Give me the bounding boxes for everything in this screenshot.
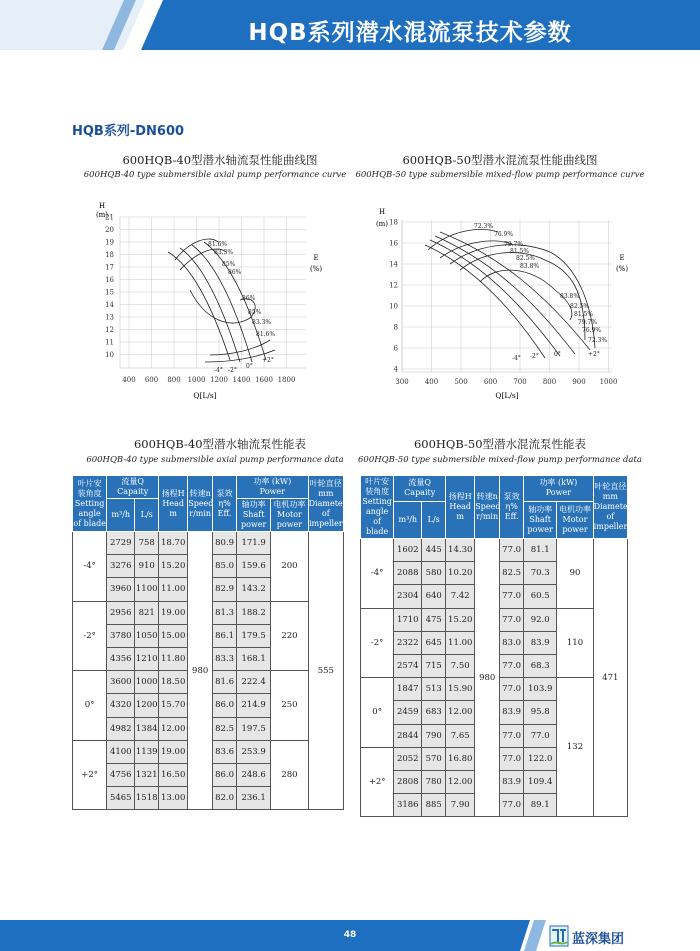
capacity-m3h-cell: 3960 [107,578,135,601]
shaft-power-cell: 77.0 [524,724,557,747]
setting-angle-cell: 0° [361,678,394,748]
chart1-ytick: 17 [105,263,114,272]
capacity-m3h-cell: 3600 [107,671,135,694]
capacity-ls-cell: 645 [422,631,446,654]
chart1-ylabel-unit: (m) [95,211,109,219]
chart1-ytick: 11 [105,338,114,347]
capacity-m3h-cell: 4982 [107,717,135,740]
chart1-elabel-unit: (%) [309,265,323,273]
header-setting-angle: 叶片安 装角度 Setting angle of blade [73,476,107,532]
header-setting-angle: 叶片安 装角度 Setting angle of blade [361,476,394,539]
chart2-angle-label: -4° [512,355,521,362]
capacity-ls-cell: 1139 [135,740,159,763]
efficiency-cell: 80.9 [213,532,237,555]
shaft-power-cell: 68.3 [524,654,557,677]
shaft-power-cell: 179.5 [237,624,271,647]
head-cell: 11.80 [159,647,188,670]
capacity-ls-cell: 513 [422,678,446,701]
efficiency-cell: 82.9 [213,578,237,601]
table1-title-cn: 600HQB-40型潜水轴流泵性能表 [133,437,307,451]
header-power: 功率 (kW) Power [524,476,594,502]
chart1-eff-label: 83.3% [252,319,272,326]
capacity-m3h-cell: 1847 [394,678,422,701]
efficiency-cell: 83.0 [500,631,524,654]
capacity-ls-cell: 758 [135,532,159,555]
chart1-ytick: 13 [105,313,114,322]
efficiency-cell: 77.0 [500,608,524,631]
capacity-m3h-cell: 2322 [394,631,422,654]
chart1-ytick: 18 [105,251,114,259]
chart2-ylabel-unit: (m) [375,220,389,228]
chart2-xtick: 400 [424,378,439,386]
head-cell: 7.65 [446,724,475,747]
chart1-ytick: 14 [105,301,114,309]
chart2-title-en: 600HQB-50 type submersible mixed-flow pump performance curve [355,170,645,180]
chart2-xtick: 800 [542,378,557,386]
efficiency-cell: 81.3 [213,601,237,624]
header-speed: 转速n Speed r/min [475,476,500,539]
efficiency-cell: 77.0 [500,678,524,701]
chart1-eff-label: 81.6% [208,241,228,248]
table2-title-cn: 600HQB-50型潜水混流泵性能表 [413,437,587,451]
chart1-xtick: 800 [167,376,181,384]
head-cell: 15.70 [159,694,188,717]
efficiency-cell: 77.0 [500,585,524,608]
header-head: 扬程H Head m [446,476,475,539]
head-cell: 15.00 [159,624,188,647]
capacity-ls-cell: 715 [422,654,446,677]
chart2-ytick: 8 [393,323,398,332]
capacity-m3h-cell: 3276 [107,555,135,578]
shaft-power-cell: 222.4 [237,671,271,694]
capacity-ls-cell: 475 [422,608,446,631]
chart2-eff-label: 72.3% [474,223,494,230]
header-motor-power: 电机功率 Motor power [557,501,593,538]
capacity-ls-cell: 1384 [135,717,159,740]
chart2-xtick: 300 [395,378,409,386]
shaft-power-cell: 89.1 [524,794,557,817]
chart1-title-en: 600HQB-40 type submersible axial pump performance curve [83,170,347,180]
capacity-m3h-cell: 5465 [107,787,135,810]
efficiency-cell: 77.0 [500,747,524,770]
capacity-ls-cell: 1000 [135,671,159,694]
impeller-diameter-cell: 555 [308,532,343,810]
chart1-xtick: 1000 [187,376,206,384]
head-cell: 12.00 [446,770,475,793]
efficiency-cell: 77.0 [500,794,524,817]
efficiency-cell: 86.0 [213,763,237,786]
shaft-power-cell: 248.6 [237,763,271,786]
chart1-xtick: 1600 [255,376,273,384]
chart2-angle-label: 0° [554,351,561,358]
head-cell: 11.00 [446,631,475,654]
head-cell: 15.90 [446,678,475,701]
chart1-xtick: 1200 [210,376,228,384]
speed-cell: 980 [188,532,213,810]
capacity-m3h-cell: 2088 [394,562,422,585]
efficiency-cell: 82.5 [213,717,237,740]
capacity-ls-cell: 445 [422,539,446,562]
capacity-ls-cell: 821 [135,601,159,624]
header-motor-power: 电机功率 Motor power [271,499,308,532]
chart1-xlabel: Q[L/s] [193,391,217,400]
chart2-hq-curve [430,240,560,356]
motor-power-cell: 132 [557,678,593,817]
head-cell: 18.50 [159,671,188,694]
speed-cell: 980 [475,539,500,817]
header-unit-m3h: m³/h [394,501,422,538]
setting-angle-cell: -2° [361,608,394,678]
motor-power-cell: 110 [557,608,593,678]
head-cell: 7.42 [446,585,475,608]
capacity-m3h-cell: 3186 [394,794,422,817]
setting-angle-cell: +2° [73,740,107,810]
chart1-xtick: 400 [122,376,136,384]
header-efficiency: 泵效 η% Eff. [500,476,524,539]
capacity-ls-cell: 790 [422,724,446,747]
capacity-m3h-cell: 2459 [394,701,422,724]
shaft-power-cell: 236.1 [237,787,271,810]
head-cell: 10.20 [446,562,475,585]
capacity-m3h-cell: 2052 [394,747,422,770]
shaft-power-cell: 214.9 [237,694,271,717]
header-power: 功率 (kW) Power [237,476,309,499]
shaft-power-cell: 143.2 [237,578,271,601]
chart1-ytick: 20 [105,226,114,234]
chart2-ytick: 10 [389,302,398,311]
chart2-performance-curve [370,190,635,405]
shaft-power-cell: 95.8 [524,701,557,724]
chart2-xtick: 1000 [599,378,618,386]
shaft-power-cell: 81.1 [524,539,557,562]
header-unit-m3h: m³/h [107,499,135,532]
chart1-ytick: 12 [105,326,114,334]
chart2-ytick: 14 [389,260,398,269]
capacity-m3h-cell: 4320 [107,694,135,717]
table1-title-en: 600HQB-40 type submersible axial pump performance data [86,455,344,465]
head-cell: 7.90 [446,794,475,817]
chart2-xtick: 900 [572,378,586,386]
chart1-eff-label: 85% [248,309,262,316]
brand-logo-icon [548,924,570,948]
impeller-diameter-cell: 471 [593,539,627,817]
shaft-power-cell: 60.5 [524,585,557,608]
capacity-m3h-cell: 2808 [394,770,422,793]
capacity-ls-cell: 1050 [135,624,159,647]
head-cell: 7.50 [446,654,475,677]
shaft-power-cell: 197.5 [237,717,271,740]
chart2-eff-label: 81.5% [510,248,530,255]
chart2-angle-label: -2° [530,353,539,360]
chart2-xlabel: Q[L/s] [495,391,519,400]
capacity-ls-cell: 1321 [135,763,159,786]
efficiency-cell: 77.0 [500,654,524,677]
head-cell: 15.20 [446,608,475,631]
shaft-power-cell: 171.9 [237,532,271,555]
motor-power-cell: 250 [271,671,308,741]
chart1-performance-curve [80,190,340,405]
head-cell: 18.70 [159,532,188,555]
capacity-m3h-cell: 4100 [107,740,135,763]
efficiency-cell: 83.9 [500,701,524,724]
head-cell: 12.00 [159,717,188,740]
chart2-eff-label: 76.9% [582,327,602,334]
capacity-m3h-cell: 2844 [394,724,422,747]
shaft-power-cell: 83.9 [524,631,557,654]
efficiency-cell: 83.9 [500,770,524,793]
chart1-ytick: 15 [105,288,114,297]
header-efficiency: 泵效 η% Eff. [213,476,237,532]
chart1-angle-label: -4° [214,367,223,374]
header-head: 扬程H Head m [159,476,188,532]
shaft-power-cell: 168.1 [237,647,271,670]
header-shaft-power: 轴功率 Shaft power [524,501,557,538]
capacity-ls-cell: 580 [422,562,446,585]
chart2-ytick: 6 [393,344,398,353]
setting-angle-cell: -2° [73,601,107,671]
chart1-ytick: 21 [105,213,114,222]
chart2-eff-label: 79.7% [578,319,598,326]
table2-title-en: 600HQB-50 type submersible mixed-flow pump performance data [358,455,642,465]
shaft-power-cell: 188.2 [237,601,271,624]
efficiency-cell: 77.0 [500,539,524,562]
chart1-eff-label: 86% [242,295,256,302]
capacity-ls-cell: 640 [422,585,446,608]
head-cell: 12.00 [446,701,475,724]
chart2-eff-curve [480,270,572,320]
chart2-xtick: 700 [513,378,527,386]
capacity-ls-cell: 1518 [135,787,159,810]
header-unit-ls: L/s [135,499,159,532]
chart1-ylabel: H [98,202,106,210]
chart2-angle-label: +2° [588,351,600,358]
chart2-elabel: E [619,254,625,262]
capacity-m3h-cell: 2729 [107,532,135,555]
motor-power-cell: 280 [271,740,308,810]
chart2-eff-label: 79.7% [504,241,524,248]
head-cell: 16.80 [446,747,475,770]
chart2-ytick: 4 [393,365,398,374]
chart2-eff-label: 83.8% [560,293,580,300]
capacity-m3h-cell: 2304 [394,585,422,608]
head-cell: 16.50 [159,763,188,786]
chart2-ylabel: H [378,208,386,216]
brand-name: 蓝深集团 [572,932,625,947]
shaft-power-cell: 122.0 [524,747,557,770]
chart1-ytick: 19 [105,238,114,247]
chart2-eff-label: 82.5% [516,255,536,262]
capacity-ls-cell: 570 [422,747,446,770]
header-capacity: 流量Q Capaity [394,476,446,502]
header-impeller-diameter: 叶轮直径 mm Diameter of impeller [593,476,627,539]
chart1-angle-label: -2° [228,367,237,374]
efficiency-cell: 77.0 [500,724,524,747]
chart1-angle-label: 0° [246,363,253,370]
chart2-xtick: 500 [454,378,468,386]
chart1-ytick: 16 [105,276,114,284]
chart1-hq-curve [204,242,266,360]
chart1-xtick: 1800 [277,376,296,384]
chart2-xtick: 600 [483,378,498,386]
chart2-ytick: 16 [389,239,398,248]
motor-power-cell: 220 [271,601,308,671]
efficiency-cell: 83.6 [213,740,237,763]
chart2-elabel-unit: (%) [615,265,629,273]
shaft-power-cell: 159.6 [237,555,271,578]
capacity-ls-cell: 780 [422,770,446,793]
capacity-m3h-cell: 4756 [107,763,135,786]
header-shaft-power: 轴功率 Shaft power [237,499,271,532]
efficiency-cell: 81.6 [213,671,237,694]
chart1-eff-label: 86% [228,269,242,276]
head-cell: 11.00 [159,578,188,601]
capacity-m3h-cell: 2956 [107,601,135,624]
head-cell: 14.30 [446,539,475,562]
setting-angle-cell: -4° [361,539,394,609]
motor-power-cell: 200 [271,532,308,602]
chart2-eff-label: 82.5% [570,303,590,310]
head-cell: 19.00 [159,740,188,763]
chart2-eff-label: 83.8% [520,263,540,270]
chart2-title-cn: 600HQB-50型潜水混流泵性能曲线图 [402,153,598,167]
chart1-elabel: E [313,254,319,262]
shaft-power-cell: 103.9 [524,678,557,701]
head-cell: 15.20 [159,555,188,578]
chart2-ytick: 12 [389,281,398,290]
capacity-ls-cell: 1210 [135,647,159,670]
header-unit-ls: L/s [422,501,446,538]
capacity-ls-cell: 1100 [135,578,159,601]
capacity-m3h-cell: 4356 [107,647,135,670]
chart1-eff-label: 81.6% [256,331,276,338]
header-capacity: 流量Q Capaity [107,476,159,499]
shaft-power-cell: 92.0 [524,608,557,631]
chart1-eff-label: 83.3% [214,249,234,256]
table-row [73,532,344,555]
capacity-m3h-cell: 3780 [107,624,135,647]
shaft-power-cell: 109.4 [524,770,557,793]
chart1-angle-label: +2° [262,357,274,364]
chart1-title-cn: 600HQB-40型潜水轴流泵性能曲线图 [122,153,318,167]
performance-table-50 [360,475,632,817]
shaft-power-cell: 253.9 [237,740,271,763]
chart1-ytick: 10 [105,351,114,359]
setting-angle-cell: -4° [73,532,107,602]
efficiency-cell: 86.1 [213,624,237,647]
page-number: 48 [343,930,357,940]
chart2-eff-label: 72.3% [588,337,608,344]
chart2-ytick: 18 [389,218,398,227]
chart1-xtick: 600 [144,376,159,384]
head-cell: 13.00 [159,787,188,810]
setting-angle-cell: +2° [361,747,394,817]
head-cell: 19.00 [159,601,188,624]
performance-table-40 [72,475,347,810]
efficiency-cell: 86.0 [213,694,237,717]
page-title: HQB系列潜水混流泵技术参数 [248,20,572,46]
motor-power-cell: 90 [557,539,593,609]
capacity-ls-cell: 683 [422,701,446,724]
table-row [361,539,628,562]
series-title: HQB系列-DN600 [72,124,185,139]
capacity-m3h-cell: 2574 [394,654,422,677]
efficiency-cell: 85.0 [213,555,237,578]
efficiency-cell: 83.3 [213,647,237,670]
capacity-ls-cell: 1200 [135,694,159,717]
capacity-ls-cell: 885 [422,794,446,817]
setting-angle-cell: 0° [73,671,107,741]
chart1-xtick: 1400 [232,376,251,384]
chart1-eff-label: 85% [222,261,236,268]
efficiency-cell: 82.5 [500,562,524,585]
shaft-power-cell: 70.3 [524,562,557,585]
header-impeller-diameter: 叶轮直径 mm Diameter of impeller [308,476,343,532]
chart2-eff-label: 76.9% [494,231,514,238]
capacity-m3h-cell: 1710 [394,608,422,631]
chart2-eff-label: 81.5% [574,311,594,318]
efficiency-cell: 82.0 [213,787,237,810]
header-speed: 转速n Speed r/min [188,476,213,532]
capacity-m3h-cell: 1602 [394,539,422,562]
capacity-ls-cell: 910 [135,555,159,578]
